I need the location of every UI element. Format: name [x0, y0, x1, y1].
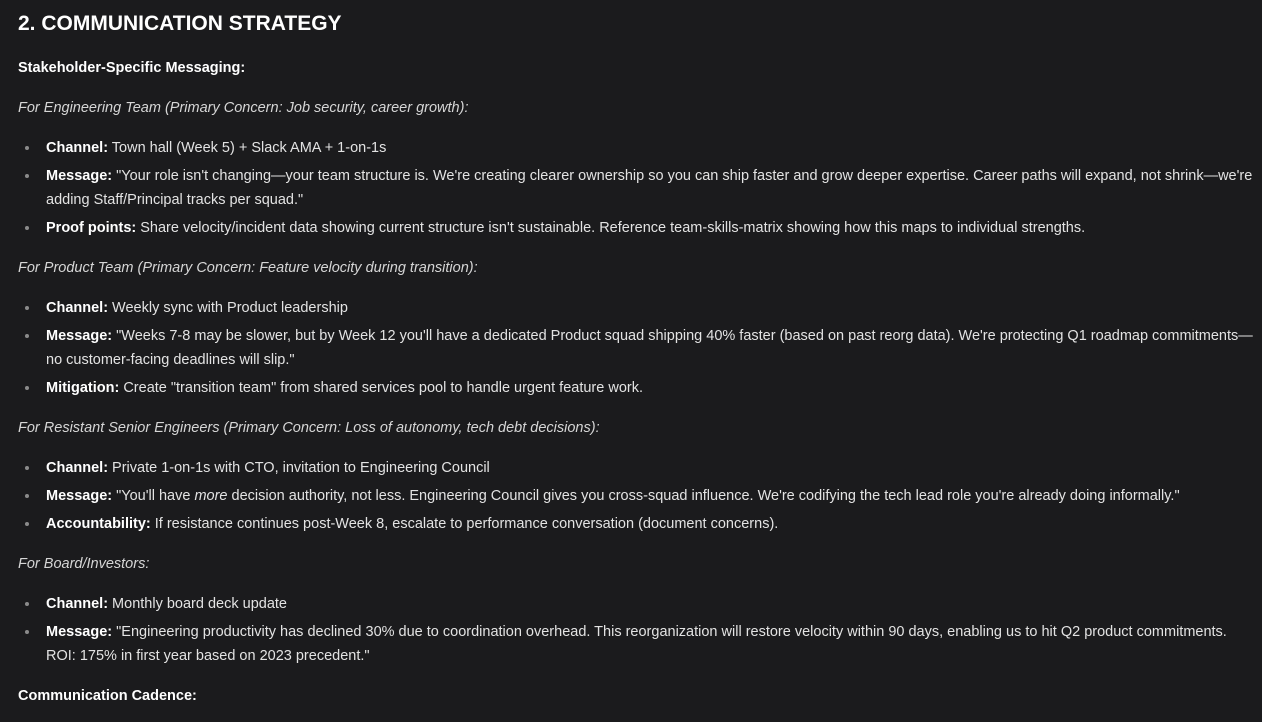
list-item	[18, 620, 1254, 668]
item-text: Monthly board deck update	[108, 596, 287, 612]
item-label: Message:	[46, 488, 113, 504]
item-label: Channel:	[46, 460, 109, 476]
bullet-list-board	[18, 592, 1254, 672]
list-item	[18, 296, 1254, 320]
item-text: "Engineering productivity has declined 30% due to coordination overhead. This reorganization will restore velocity within 90 days, enabling us to hit Q2 product commitments. ROI: 175% in first year based on 2023 precedent."	[46, 624, 1227, 664]
item-text-after: decision authority, not less. Engineering Council gives you cross-squad influence. We're codifying the tech lead role you're already doing informally."	[227, 488, 1180, 504]
list-item	[18, 216, 1254, 240]
item-text: Weekly sync with Product leadership	[108, 300, 348, 316]
group-title-board: For Board/Investors:	[18, 556, 150, 572]
list-item	[18, 164, 1254, 212]
item-label: Channel:	[46, 300, 109, 316]
bullet-list-senior-engineers	[18, 456, 1254, 540]
item-label: Message:	[46, 624, 113, 640]
item-text: "Your role isn't changing—your team structure is. We're creating clearer ownership so you can ship faster and grow deeper expertise. Career paths will expand, not shrink—we're adding Staff/Principal tracks per squad."	[46, 168, 1253, 208]
item-label: Channel:	[46, 596, 109, 612]
item-text: "Weeks 7-8 may be slower, but by Week 12 you'll have a dedicated Product squad shipping 40% faster (based on past reorg data). We're protecting Q1 roadmap commitments—no customer-facing deadlines will slip."	[46, 328, 1253, 368]
section-title: 2. COMMUNICATION STRATEGY	[18, 12, 342, 35]
item-text: If resistance continues post-Week 8, escalate to performance conversation (document concerns).	[150, 516, 779, 532]
item-label: Channel:	[46, 140, 109, 156]
bullet-list-engineering	[18, 136, 1254, 244]
item-text-before: "You'll have	[112, 488, 195, 504]
item-label: Mitigation:	[46, 380, 120, 396]
subheading-stakeholder-messaging: Stakeholder-Specific Messaging:	[18, 60, 246, 76]
list-item	[18, 136, 1254, 160]
item-emphasis: more	[194, 488, 228, 504]
item-text: Share velocity/incident data showing current structure isn't sustainable. Reference team-skills-matrix showing how this maps to individual strengths.	[136, 220, 1086, 236]
list-item	[18, 324, 1254, 372]
item-label: Proof points:	[46, 220, 137, 236]
list-item	[18, 484, 1254, 508]
list-item	[18, 512, 1254, 536]
list-item	[18, 376, 1254, 400]
item-label: Message:	[46, 328, 113, 344]
list-item	[18, 592, 1254, 616]
group-title-product: For Product Team (Primary Concern: Feature velocity during transition):	[18, 260, 478, 276]
list-item	[18, 456, 1254, 480]
group-title-engineering: For Engineering Team (Primary Concern: Job security, career growth):	[18, 100, 469, 116]
item-text: Town hall (Week 5) + Slack AMA + 1-on-1s	[108, 140, 387, 156]
item-label: Accountability:	[46, 516, 151, 532]
item-text: Create "transition team" from shared services pool to handle urgent feature work.	[119, 380, 643, 396]
group-title-senior-engineers: For Resistant Senior Engineers (Primary Concern: Loss of autonomy, tech debt decisions):	[18, 420, 600, 436]
subheading-communication-cadence: Communication Cadence:	[18, 688, 197, 704]
item-label: Message:	[46, 168, 113, 184]
item-text: Private 1-on-1s with CTO, invitation to Engineering Council	[108, 460, 490, 476]
bullet-list-product	[18, 296, 1254, 404]
